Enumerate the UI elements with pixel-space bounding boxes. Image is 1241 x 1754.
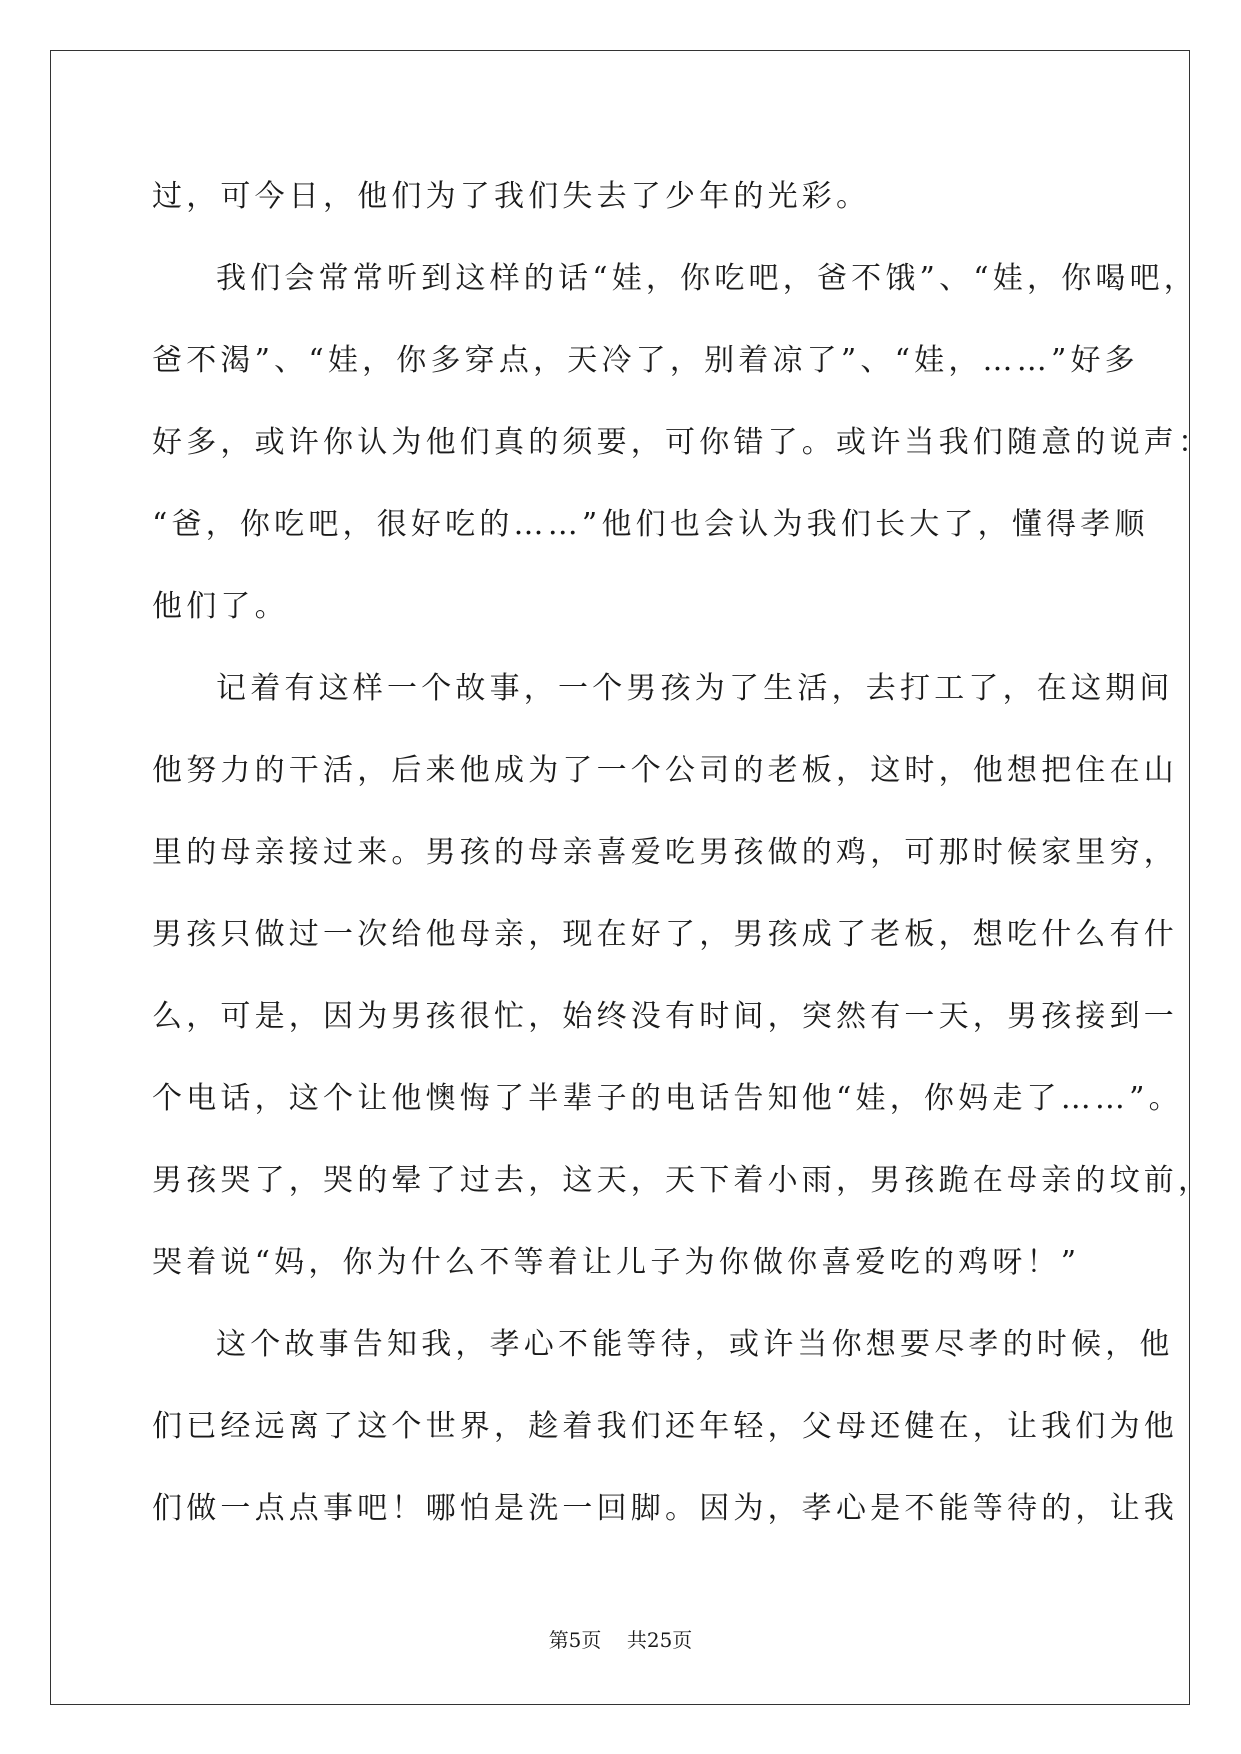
text-line: 记着有这样一个故事，一个男孩为了生活，去打工了，在这期间 [216,671,1174,706]
page-footer [0,1626,1241,1654]
text-line: 哭着说“妈，你为什么不等着让儿子为你做你喜爱吃的鸡呀！” [152,1245,1081,1280]
page-total: 共25页 [626,1628,693,1652]
text-line: 个电话，这个让他懊悔了半辈子的电话告知他“娃，你妈走了……”。 [152,1081,1183,1116]
text-line: 男孩只做过一次给他母亲，现在好了，男孩成了老板，想吃什么有什 [152,917,1178,952]
text-line: 他们了。 [152,589,289,624]
text-line: 过，可今日，他们为了我们失去了少年的光彩。 [152,179,871,214]
text-line: 爸不渴”、“娃，你多穿点，天冷了，别着凉了”、“娃，……”好多 [152,343,1139,378]
text-line: 里的母亲接过来。男孩的母亲喜爱吃男孩做的鸡，可那时候家里穷， [152,835,1178,870]
text-line: 们已经远离了这个世界，趁着我们还年轻，父母还健在，让我们为他 [152,1409,1178,1444]
text-line: 男孩哭了，哭的晕了过去，这天，天下着小雨，男孩跪在母亲的坟前， [152,1163,1213,1198]
page-number: 第5页 [548,1628,602,1652]
text-line: 他努力的干活，后来他成为了一个公司的老板，这时，他想把住在山 [152,753,1178,788]
footer-spacer [601,1628,626,1652]
text-line: 好多，或许你认为他们真的须要，可你错了。或许当我们随意的说声： [152,425,1213,460]
text-line: “爸，你吃吧，很好吃的……”他们也会认为我们长大了，懂得孝顺 [152,507,1149,542]
body-text [152,156,1213,1550]
text-line: 我们会常常听到这样的话“娃，你吃吧，爸不饿”、“娃，你喝吧， [216,261,1199,296]
text-line: 们做一点点事吧！哪怕是洗一回脚。因为，孝心是不能等待的，让我 [152,1491,1178,1526]
text-line: 么，可是，因为男孩很忙，始终没有时间，突然有一天，男孩接到一 [152,999,1178,1034]
text-line: 这个故事告知我，孝心不能等待，或许当你想要尽孝的时候，他 [216,1327,1174,1362]
